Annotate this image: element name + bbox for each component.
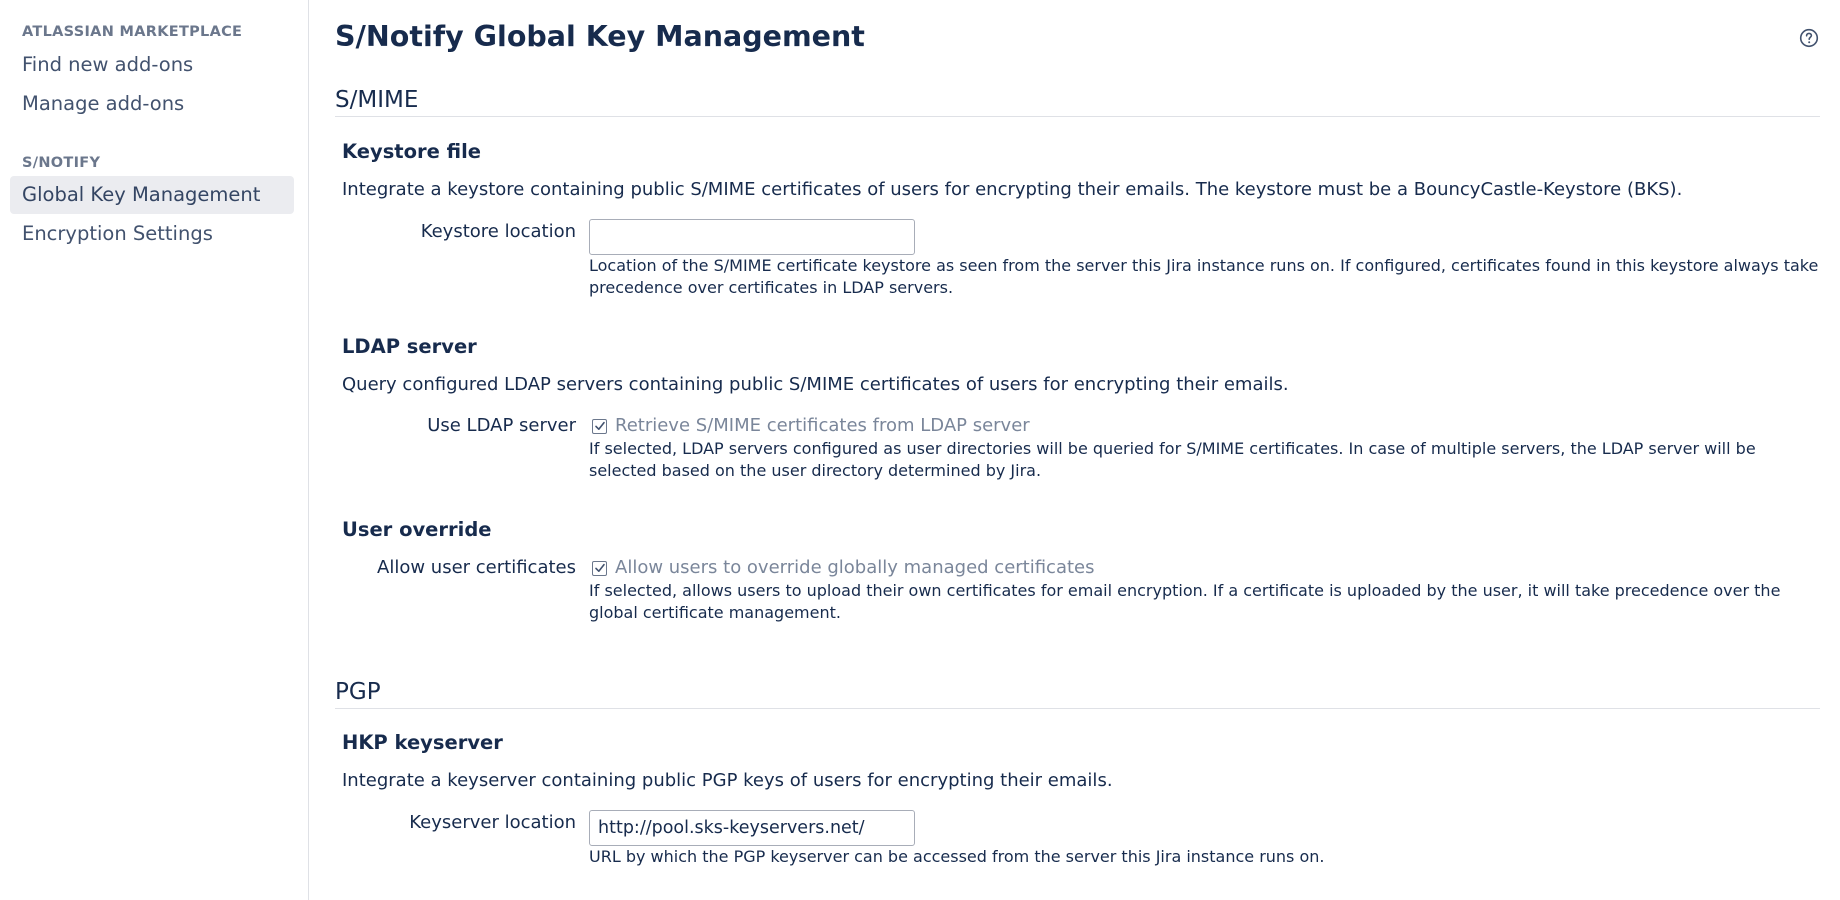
- ldap-server-heading: LDAP server: [342, 335, 477, 358]
- user-override-heading: User override: [342, 518, 492, 541]
- admin-sidebar: [0, 0, 309, 900]
- use-ldap-server-help: If selected, LDAP servers configured as user directories will be queried for S/MIME certificates. In case of multiple servers, the LDAP server will be selected based on the user directory determined by Jira.: [589, 439, 1756, 480]
- section-divider: [335, 708, 1820, 709]
- keyserver-location-help: URL by which the PGP keyserver can be accessed from the server this Jira instance runs on.: [589, 847, 1325, 866]
- use-ldap-server-checkbox[interactable]: [592, 419, 607, 434]
- allow-user-certificates-help: If selected, allows users to upload their own certificates for email encryption. If a certificate is uploaded by the user, it will take precedence over the global certificate management.: [589, 581, 1781, 622]
- use-ldap-server-label: Use LDAP server: [427, 415, 576, 436]
- help-circle-icon[interactable]: [1799, 28, 1819, 48]
- allow-user-certificates-checkbox[interactable]: [592, 561, 607, 576]
- hkp-keyserver-heading: HKP keyserver: [342, 731, 503, 754]
- keyserver-location-label: Keyserver location: [409, 812, 576, 833]
- keyserver-location-input[interactable]: [589, 810, 915, 846]
- use-ldap-server-checkbox-label[interactable]: Retrieve S/MIME certificates from LDAP server: [615, 415, 1030, 436]
- section-divider: [335, 116, 1820, 117]
- keystore-location-label: Keystore location: [420, 221, 576, 242]
- keystore-location-input[interactable]: [589, 219, 915, 255]
- keystore-location-help: Location of the S/MIME certificate keystore as seen from the server this Jira instance runs on. If configured, certificates found in this keystore always take precedence over certificates in LDAP servers.: [589, 256, 1819, 297]
- checkmark-icon: [594, 562, 606, 574]
- keystore-file-heading: Keystore file: [342, 140, 482, 163]
- sidebar-item-encryption-settings[interactable]: Encryption Settings: [22, 222, 213, 245]
- page-title: S/Notify Global Key Management: [335, 20, 865, 53]
- sidebar-item-global-key-management[interactable]: Global Key Management: [10, 176, 294, 214]
- section-title-smime: S/MIME: [335, 87, 419, 113]
- sidebar-heading-marketplace: ATLASSIAN MARKETPLACE: [22, 24, 243, 40]
- allow-user-certificates-label: Allow user certificates: [377, 557, 576, 578]
- allow-user-certificates-checkbox-label[interactable]: Allow users to override globally managed certificates: [615, 557, 1095, 578]
- ldap-server-description: Query configured LDAP servers containing public S/MIME certificates of users for encrypting their emails.: [342, 374, 1289, 395]
- sidebar-item-find-new-add-ons[interactable]: Find new add-ons: [22, 53, 194, 76]
- hkp-keyserver-description: Integrate a keyserver containing public PGP keys of users for encrypting their emails.: [342, 770, 1113, 791]
- keystore-file-description: Integrate a keystore containing public S/MIME certificates of users for encrypting their emails. The keystore must be a BouncyCastle-Keystore (BKS).: [342, 179, 1683, 200]
- main-content: [335, 0, 1820, 900]
- section-title-pgp: PGP: [335, 679, 381, 705]
- checkmark-icon: [594, 420, 606, 432]
- sidebar-heading-snotify: S/NOTIFY: [22, 155, 101, 171]
- sidebar-item-manage-add-ons[interactable]: Manage add-ons: [22, 92, 185, 115]
